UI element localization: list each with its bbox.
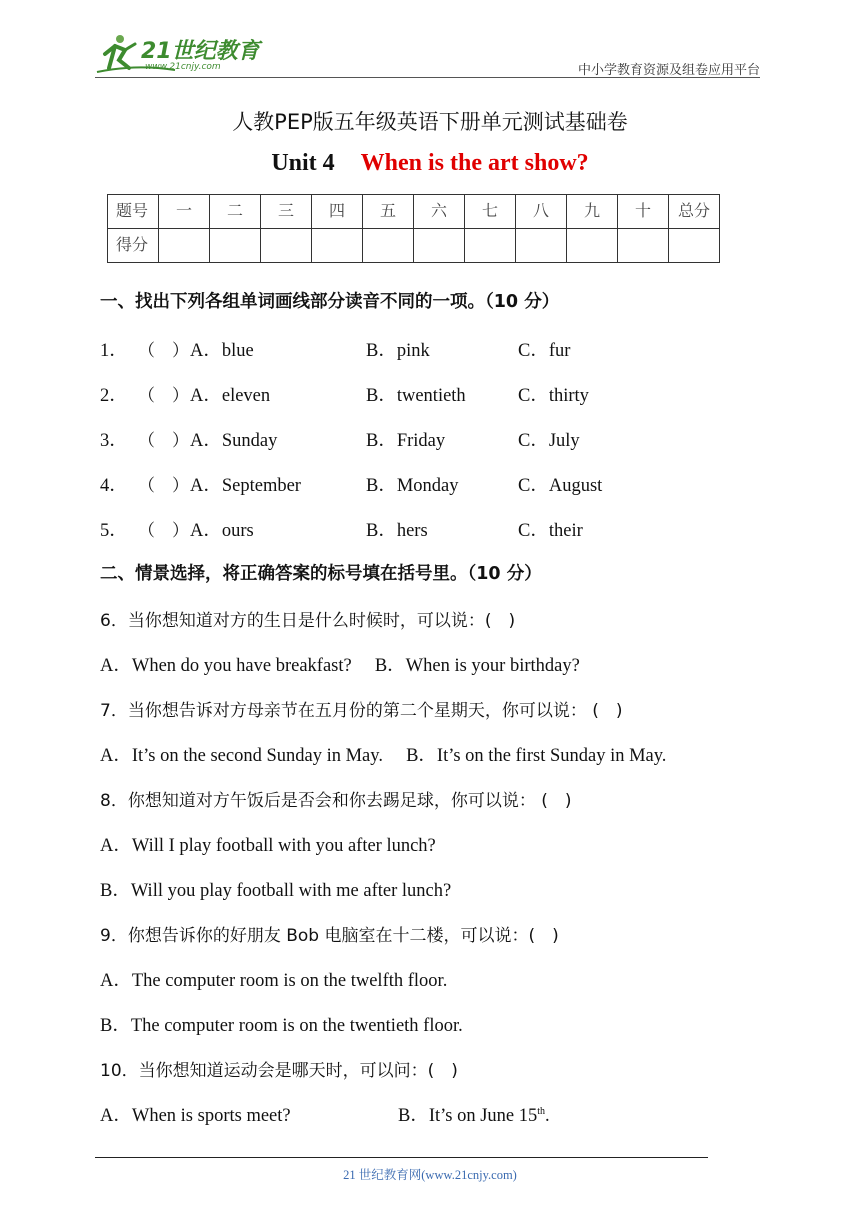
question-number: 1．	[100, 341, 128, 361]
option-b-end: .	[545, 1106, 550, 1126]
score-row-label: 得分	[108, 229, 159, 263]
question-prompt: 7．当你想告诉对方母亲节在五月份的第二个星期天，你可以说： ( )	[100, 701, 623, 721]
score-table-score-row	[108, 229, 720, 263]
page-title: 人教PEP版五年级英语下册单元测试基础卷	[232, 110, 628, 134]
question-prompt: 9．你想告诉你的好朋友 Bob 电脑室在十二楼，可以说：( )	[100, 926, 559, 946]
answer-blank[interactable]: （ ）	[138, 341, 189, 361]
logo-url: www.21cnjy.com	[145, 62, 221, 72]
score-table	[107, 194, 720, 263]
score-cell: 五	[363, 195, 414, 229]
option-c: C．August	[518, 476, 603, 496]
score-input-cell[interactable]	[312, 229, 363, 263]
score-input-cell[interactable]	[363, 229, 414, 263]
score-input-cell[interactable]	[210, 229, 261, 263]
score-cell: 二	[210, 195, 261, 229]
unit-label: Unit 4	[271, 150, 335, 176]
option-b: B．twentieth	[366, 386, 466, 406]
score-input-cell[interactable]	[159, 229, 210, 263]
score-cell: 一	[159, 195, 210, 229]
score-input-cell[interactable]	[414, 229, 465, 263]
option-b: B．hers	[366, 521, 428, 541]
option-a: A．Sunday	[190, 431, 278, 451]
logo	[95, 32, 265, 76]
score-cell: 总分	[669, 195, 720, 229]
logo-text: 21世纪教育	[141, 39, 260, 64]
footer-divider	[95, 1157, 708, 1158]
score-cell: 六	[414, 195, 465, 229]
option-b	[398, 1101, 550, 1127]
score-cell: 三	[261, 195, 312, 229]
score-input-cell[interactable]	[516, 229, 567, 263]
option-b: B．Friday	[366, 431, 446, 451]
answer-blank[interactable]: （ ）	[138, 431, 189, 451]
ordinal-suffix: th	[537, 1105, 546, 1117]
option-c: C．July	[518, 431, 580, 451]
option-b: B．The computer room is on the twentieth floor.	[100, 1016, 463, 1036]
score-cell: 四	[312, 195, 363, 229]
question-number: 5．	[100, 521, 128, 541]
question-options: A．It’s on the second Sunday in May. B．It’s on the first Sunday in May.	[100, 746, 667, 766]
question-number: 3．	[100, 431, 128, 451]
option-b: B．pink	[366, 341, 430, 361]
score-cell: 九	[567, 195, 618, 229]
option-c: C．fur	[518, 341, 571, 361]
answer-blank[interactable]: （ ）	[138, 386, 189, 406]
option-b: B．Monday	[366, 476, 459, 496]
question-prompt: 6．当你想知道对方的生日是什么时候时，可以说：( )	[100, 611, 516, 631]
score-cell: 七	[465, 195, 516, 229]
option-a: A．When is sports meet?	[100, 1106, 291, 1126]
option-a: A．eleven	[190, 386, 271, 406]
score-input-cell[interactable]	[465, 229, 516, 263]
score-input-cell[interactable]	[261, 229, 312, 263]
answer-blank[interactable]: （ ）	[138, 476, 189, 496]
option-a: A．Will I play football with you after lunch?	[100, 836, 436, 856]
page-header	[95, 30, 760, 78]
option-c: C．their	[518, 521, 583, 541]
score-table-header-row	[108, 195, 720, 229]
section-2-heading: 二、情景选择，将正确答案的标号填在括号里。（10 分）	[100, 564, 542, 584]
score-input-cell[interactable]	[669, 229, 720, 263]
option-a: A．blue	[190, 341, 254, 361]
question-options: A．When do you have breakfast? B．When is your birthday?	[100, 656, 580, 676]
option-a: A．ours	[190, 521, 254, 541]
answer-blank[interactable]: （ ）	[138, 521, 189, 541]
question-number: 4．	[100, 476, 128, 496]
option-c: C．thirty	[518, 386, 589, 406]
option-b: B．Will you play football with me after lunch?	[100, 881, 452, 901]
section-1-heading: 一、找出下列各组单词画线部分读音不同的一项。（10 分）	[100, 292, 560, 312]
unit-topic: When is the art show?	[360, 150, 589, 176]
question-options	[100, 1101, 550, 1127]
score-input-cell[interactable]	[567, 229, 618, 263]
score-cell: 八	[516, 195, 567, 229]
header-tagline: 中小学教育资源及组卷应用平台	[577, 63, 760, 78]
option-a: A．The computer room is on the twelfth floor.	[100, 971, 448, 991]
page-subtitle	[0, 150, 860, 177]
page-footer[interactable]: 21 世纪教育网(www.21cnjy.com)	[343, 1168, 517, 1182]
score-input-cell[interactable]	[618, 229, 669, 263]
score-cell: 题号	[108, 195, 159, 229]
question-prompt: 10．当你想知道运动会是哪天时，可以问：( )	[100, 1061, 458, 1081]
question-prompt: 8．你想知道对方午饭后是否会和你去踢足球，你可以说： ( )	[100, 791, 572, 811]
option-b-text: B．It’s on June 15	[398, 1106, 538, 1126]
score-cell: 十	[618, 195, 669, 229]
option-a: A．September	[190, 476, 301, 496]
question-number: 2．	[100, 386, 128, 406]
header-divider	[95, 77, 760, 78]
